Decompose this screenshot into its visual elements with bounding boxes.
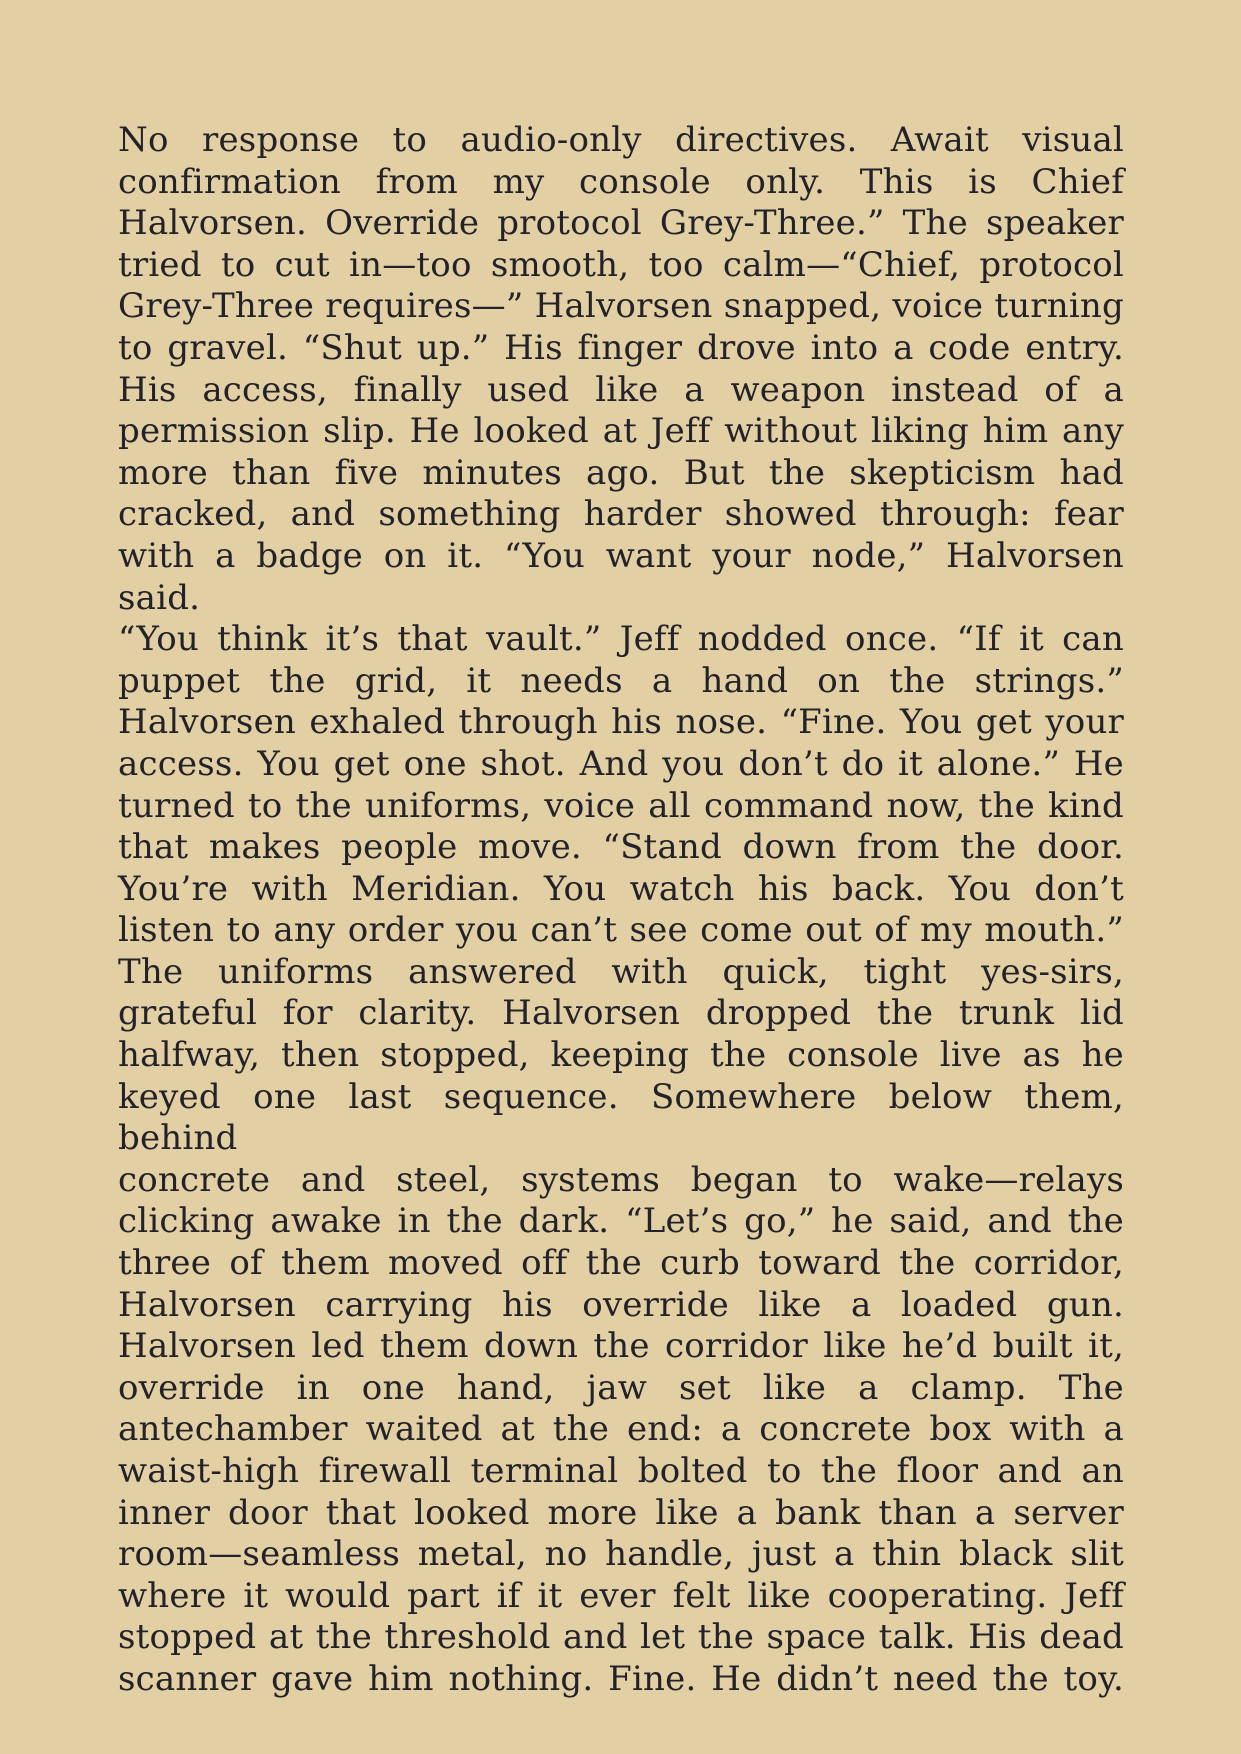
- text-line: “You think it’s that vault.” Jeff nodded once. “If it can: [118, 619, 1124, 660]
- text-line: halfway, then stopped, keeping the console live as he: [118, 1035, 1124, 1076]
- text-line: His access, finally used like a weapon instead of a: [118, 369, 1124, 410]
- text-line: three of them moved off the curb toward the corridor,: [118, 1243, 1124, 1284]
- text-line: to gravel. “Shut up.” His finger drove into a code entry.: [118, 327, 1124, 368]
- text-line: that makes people move. “Stand down from the door.: [118, 827, 1124, 868]
- text-line: Halvorsen. Override protocol Grey-Three.” The speaker: [118, 203, 1124, 244]
- text-line: Halvorsen carrying his override like a loaded gun.: [118, 1284, 1124, 1325]
- text-line: listen to any order you can’t see come out of my mouth.”: [118, 910, 1124, 951]
- text-line: tried to cut in—too smooth, too calm—“Chief, protocol: [118, 244, 1124, 285]
- text-line: clicking awake in the dark. “Let’s go,” he said, and the: [118, 1201, 1124, 1242]
- text-line: with a badge on it. “You want your node,” Halvorsen said.: [118, 535, 1124, 618]
- text-line: stopped at the threshold and let the space talk. His dead: [118, 1617, 1124, 1658]
- text-line: Grey-Three requires—” Halvorsen snapped, voice turning: [118, 286, 1124, 327]
- text-line: confirmation from my console only. This is Chief: [118, 161, 1124, 202]
- text-line: You’re with Meridian. You watch his back. You don’t: [118, 868, 1124, 909]
- text-line: keyed one last sequence. Somewhere below them, behind: [118, 1076, 1124, 1159]
- text-line: room—seamless metal, no handle, just a thin black slit: [118, 1534, 1124, 1575]
- text-line: grateful for clarity. Halvorsen dropped the trunk lid: [118, 993, 1124, 1034]
- text-line: inner door that looked more like a bank than a server: [118, 1492, 1124, 1533]
- text-line: turned to the uniforms, voice all command now, the kind: [118, 785, 1124, 826]
- text-line: The uniforms answered with quick, tight yes-sirs,: [118, 951, 1124, 992]
- paragraph-text: [118, 120, 1124, 1701]
- text-line: waist-high firewall terminal bolted to the floor and an: [118, 1451, 1124, 1491]
- text-line: access. You get one shot. And you don’t do it alone.” He: [118, 743, 1124, 784]
- text-line: concrete and steel, systems began to wake—relays: [118, 1159, 1124, 1200]
- text-line: override in one hand, jaw set like a clamp. The: [118, 1367, 1124, 1408]
- text-line: permission slip. He looked at Jeff without liking him any: [118, 411, 1124, 452]
- text-line: antechamber waited at the end: a concrete box with a: [118, 1409, 1124, 1450]
- text-line: Halvorsen led them down the corridor like he’d built it,: [118, 1326, 1124, 1367]
- text-line: scanner gave him nothing. Fine. He didn’t need the toy.: [118, 1658, 1124, 1699]
- text-line: Halvorsen exhaled through his nose. “Fine. You get your: [118, 702, 1124, 743]
- text-line: No response to audio-only directives. Await visual: [118, 120, 1124, 160]
- text-line: where it would part if it ever felt like cooperating. Jeff: [118, 1575, 1124, 1616]
- text-line: more than five minutes ago. But the skepticism had: [118, 452, 1124, 493]
- text-line: cracked, and something harder showed through: fear: [118, 494, 1124, 535]
- text-line: puppet the grid, it needs a hand on the strings.”: [118, 660, 1124, 701]
